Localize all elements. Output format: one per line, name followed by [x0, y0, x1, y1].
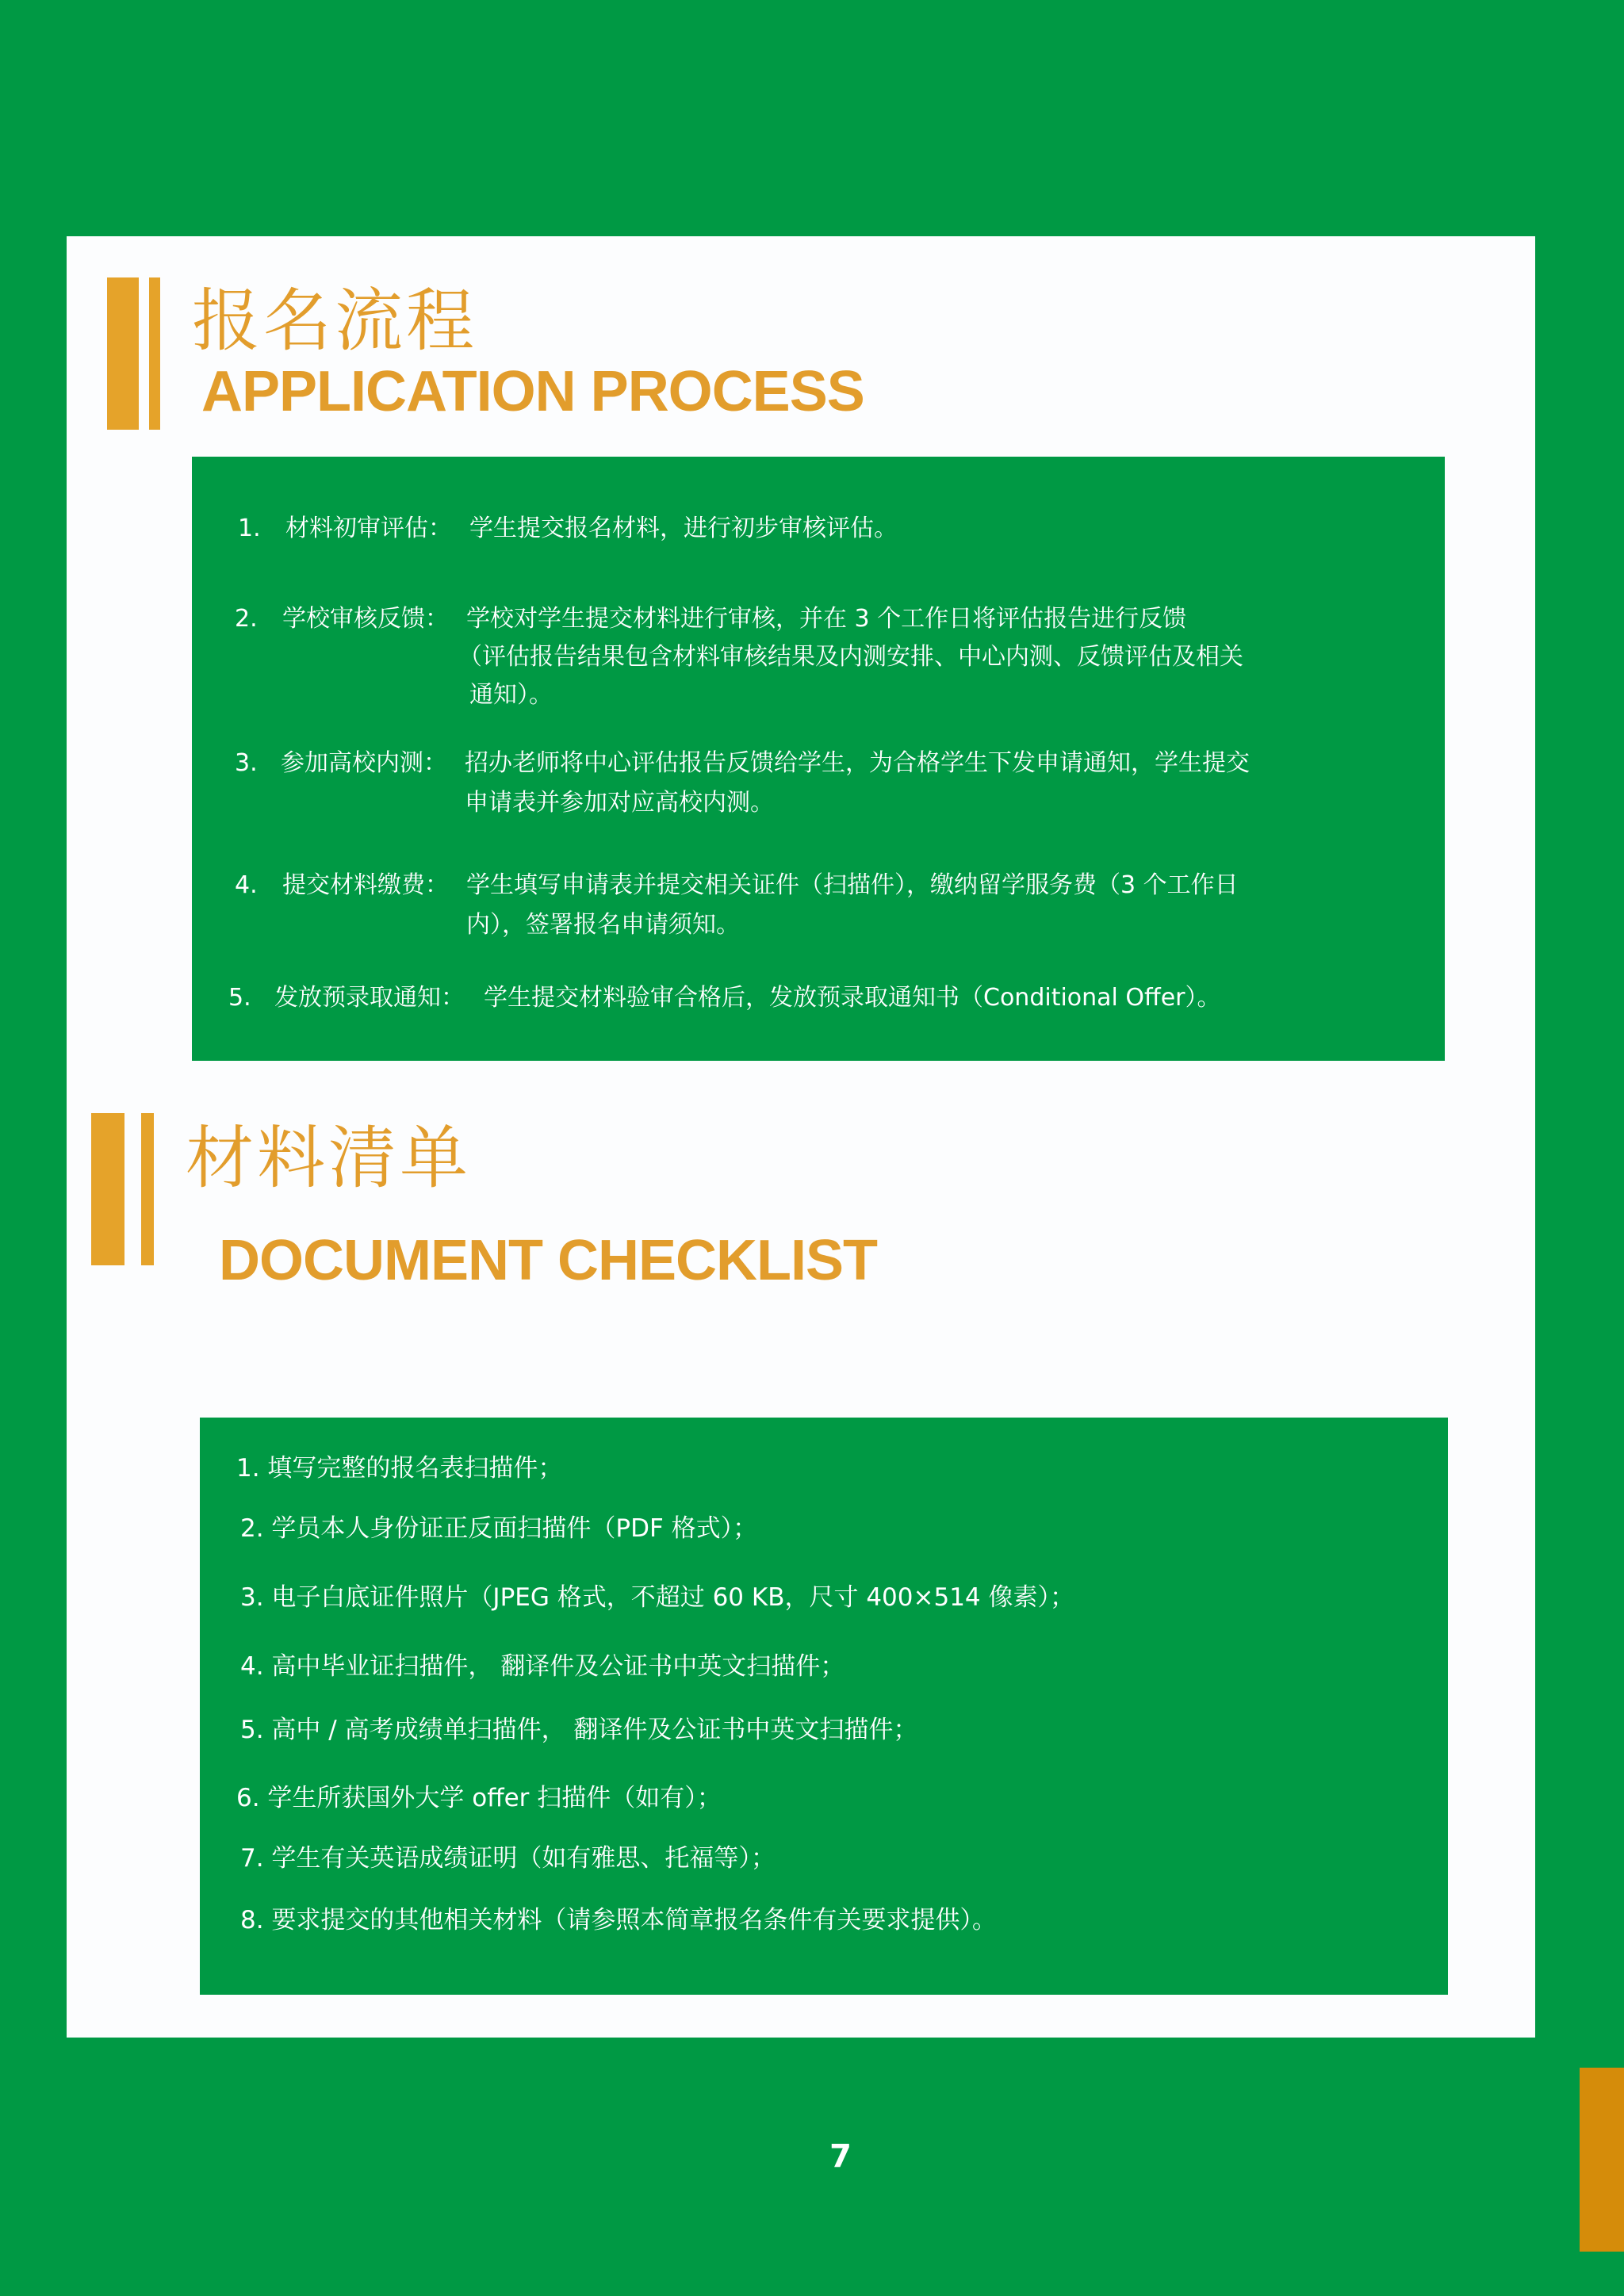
step-description: 学生提交报名材料，进行初步审核评估。: [469, 515, 898, 542]
step-description: 招办老师将中心评估报告反馈给学生，为合格学生下发申请通知，学生提交: [465, 749, 1250, 777]
step-label: 参加高校内测：: [281, 749, 447, 777]
step-number: 2.: [235, 605, 258, 633]
step-label: 提交材料缴费：: [282, 871, 449, 899]
checklist-item: 4. 高中毕业证扫描件， 翻译件及公证书中英文扫描件；: [240, 1652, 845, 1681]
step-description: 学生提交材料验审合格后，发放预录取通知书（Conditional Offer）。: [484, 984, 1221, 1012]
checklist-item: 7. 学生有关英语成绩证明（如有雅思、托福等）；: [240, 1844, 776, 1873]
step-description: 申请表并参加对应高校内测。: [465, 789, 774, 817]
application-title-en: APPLICATION PROCESS: [201, 360, 864, 423]
page-number: 7: [829, 2138, 852, 2175]
section-marker-bar: [107, 277, 139, 430]
step-description: （评估报告结果包含材料审核结果及内测安排、中心内测、反馈评估及相关: [458, 643, 1243, 671]
section-marker-bar: [149, 277, 160, 430]
step-description: 学生填写申请表并提交相关证件（扫描件），缴纳留学服务费（3 个工作日: [466, 871, 1239, 899]
checklist-title-en: DOCUMENT CHECKLIST: [219, 1229, 877, 1292]
checklist-title-zh: 材料清单: [186, 1119, 471, 1198]
step-number: 4.: [235, 871, 258, 899]
checklist-item: 5. 高中 / 高考成绩单扫描件， 翻译件及公证书中英文扫描件；: [240, 1716, 918, 1744]
step-number: 3.: [235, 749, 258, 777]
edge-tab: [1580, 2068, 1624, 2252]
checklist-item: 6. 学生所获国外大学 offer 扫描件（如有）；: [236, 1784, 722, 1812]
section-marker-bar: [91, 1113, 124, 1265]
step-description: 学校对学生提交材料进行审核，并在 3 个工作日将评估报告进行反馈: [466, 605, 1187, 633]
application-title-zh: 报名流程: [192, 281, 477, 361]
checklist-item: 8. 要求提交的其他相关材料（请参照本简章报名条件有关要求提供）。: [240, 1906, 997, 1934]
checklist-item: 2. 学员本人身份证正反面扫描件（PDF 格式）；: [240, 1514, 758, 1543]
step-label: 材料初审评估：: [285, 515, 452, 542]
section-marker-bar: [141, 1113, 154, 1265]
checklist-item: 3. 电子白底证件照片（JPEG 格式，不超过 60 KB，尺寸 400×514 像素）；: [240, 1583, 1074, 1612]
step-number: 5.: [228, 984, 251, 1012]
step-label: 学校审核反馈：: [282, 605, 449, 633]
checklist-item: 1. 填写完整的报名表扫描件；: [236, 1454, 563, 1483]
step-description: 内），签署报名申请须知。: [466, 911, 740, 939]
step-description: 通知）。: [469, 681, 553, 709]
step-label: 发放预录取通知：: [274, 984, 465, 1012]
step-number: 1.: [238, 515, 261, 542]
